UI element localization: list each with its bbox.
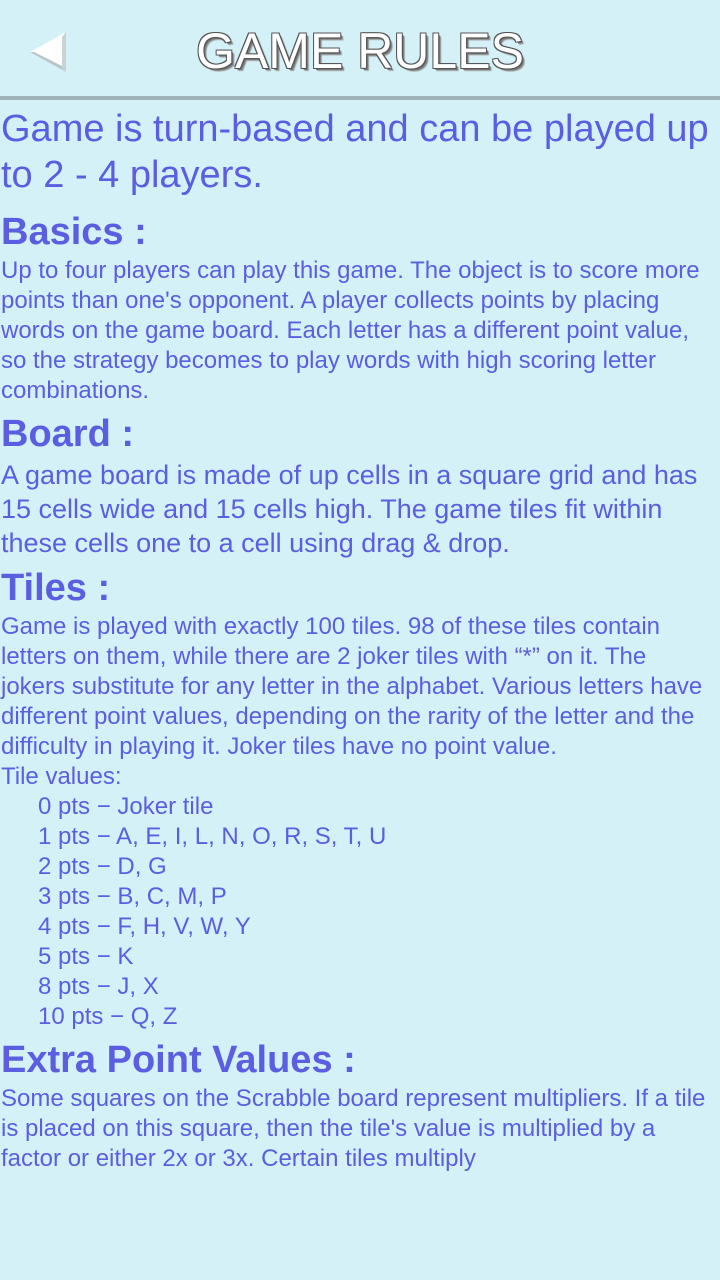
tile-value-item: 5 pts − K: [38, 943, 134, 970]
tile-value-item: 4 pts − F, H, V, W, Y: [38, 913, 251, 940]
intro-text: Game is turn-based and can be played up to 2 - 4 players.: [1, 108, 709, 196]
basics-text: Up to four players can play this game. The object is to score more points than one's opponent. A player collects points by placing words on the game board. Each letter has a different point value, so the strategy becomes to play words with high scoring letter combinations.: [1, 257, 700, 404]
tile-values-label: Tile values:: [1, 763, 122, 790]
extra-points-heading: Extra Point Values :: [1, 1039, 356, 1081]
page-title: GAME RULES: [196, 23, 524, 79]
tiles-heading: Tiles :: [1, 567, 111, 609]
bottom-empty-area: [0, 1178, 720, 1280]
rules-scroll-area[interactable]: [0, 100, 720, 1178]
tiles-text: Game is played with exactly 100 tiles. 98 of these tiles contain letters on them, while there are 2 joker tiles with “*” on it. The jokers substitute for any letter in the alphabet. Various letters have different point values, depending on the rarity of the letter and the difficulty in playing it. Joker tiles have no point value.: [1, 613, 703, 760]
tile-value-item: 0 pts − Joker tile: [38, 793, 214, 820]
tile-value-item: 3 pts − B, C, M, P: [38, 883, 227, 910]
board-text: A game board is made of up cells in a square grid and has 15 cells wide and 15 cells high. The game tiles fit within these cells one to a cell using drag & drop.: [1, 460, 698, 558]
tile-values-list: [1, 792, 714, 1032]
board-heading: Board :: [1, 413, 134, 455]
header-bar: [0, 0, 720, 100]
tile-value-item: 2 pts − D, G: [38, 853, 167, 880]
rules-content: [0, 106, 720, 1174]
extra-points-text: Some squares on the Scrabble board represent multipliers. If a tile is placed on this square, then the tile's value is multiplied by a factor or either 2x or 3x. Certain tiles multiply: [1, 1085, 706, 1172]
basics-heading: Basics :: [1, 211, 147, 253]
tile-value-item: 8 pts − J, X: [38, 973, 159, 1000]
tile-value-item: 10 pts − Q, Z: [38, 1003, 178, 1030]
tile-value-item: 1 pts − A, E, I, L, N, O, R, S, T, U: [38, 823, 387, 850]
